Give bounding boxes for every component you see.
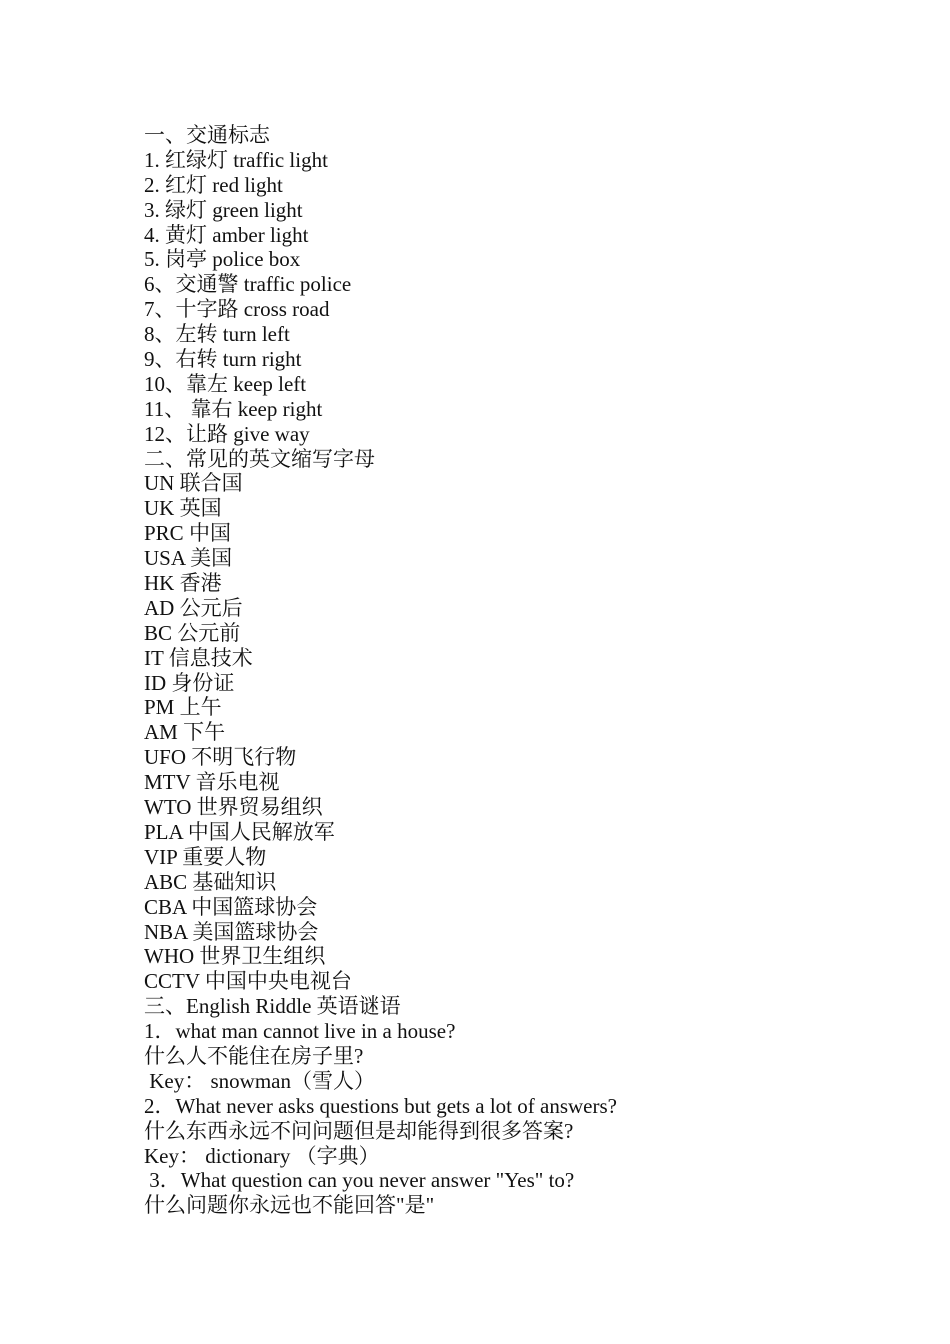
- list-item: 8、左转 turn left: [144, 322, 290, 347]
- list-item: WTO 世界贸易组织: [144, 795, 323, 820]
- list-item: 12、让路 give way: [144, 421, 310, 446]
- list-item: 4. 黄灯 amber light: [144, 222, 309, 247]
- list-item: 2. 红灯 red light: [144, 172, 283, 197]
- list-item: AM 下午: [144, 720, 226, 745]
- list-item: HK 香港: [144, 571, 222, 596]
- riddle-question-translation: 什么东西永远不问问题但是却能得到很多答案?: [144, 1118, 574, 1143]
- list-item: 10、靠左 keep left: [144, 371, 307, 396]
- list-item: 11、 靠右 keep right: [144, 396, 323, 421]
- section-heading-english-riddle: 三、English Riddle 英语谜语: [144, 994, 401, 1019]
- list-item: 6、交通警 traffic police: [144, 272, 352, 297]
- riddle-question: 2．What never asks questions but gets a lot of answers?: [144, 1093, 617, 1118]
- list-item: MTV 音乐电视: [144, 770, 280, 795]
- document-body: [144, 123, 844, 1218]
- list-item: UN 联合国: [144, 471, 243, 496]
- list-item: NBA 美国篮球协会: [144, 919, 319, 944]
- riddle-question: 1．what man cannot live in a house?: [144, 1019, 456, 1044]
- riddle-question: 3．What question can you never answer "Yes" to?: [144, 1168, 575, 1193]
- section-heading-traffic-signs: 一、交通标志: [144, 123, 270, 147]
- list-item: 3. 绿灯 green light: [144, 197, 303, 222]
- list-item: CCTV 中国中央电视台: [144, 969, 352, 994]
- list-item: PRC 中国: [144, 521, 231, 546]
- list-item: 7、十字路 cross road: [144, 297, 330, 322]
- list-item: PM 上午: [144, 695, 222, 720]
- list-item: BC 公元前: [144, 620, 241, 645]
- list-item: 9、右转 turn right: [144, 347, 302, 372]
- list-item: CBA 中国篮球协会: [144, 894, 318, 919]
- list-item: PLA 中国人民解放军: [144, 819, 335, 844]
- riddle-question-translation: 什么人不能住在房子里?: [144, 1043, 364, 1068]
- riddle-question-translation: 什么问题你永远也不能回答"是": [144, 1193, 435, 1218]
- list-item: WHO 世界卫生组织: [144, 944, 326, 969]
- list-item: VIP 重要人物: [144, 844, 267, 869]
- list-item: AD 公元后: [144, 595, 243, 620]
- list-item: IT 信息技术: [144, 645, 253, 670]
- list-item: UK 英国: [144, 496, 222, 521]
- riddle-key: Key： snowman（雪人）: [144, 1068, 375, 1093]
- list-item: ABC 基础知识: [144, 869, 277, 894]
- section-heading-abbreviations: 二、常见的英文缩写字母: [144, 446, 375, 471]
- list-item: ID 身份证: [144, 670, 235, 695]
- list-item: 5. 岗亭 police box: [144, 247, 301, 272]
- list-item: USA 美国: [144, 546, 233, 571]
- riddle-key: Key： dictionary （字典）: [144, 1143, 380, 1168]
- list-item: UFO 不明飞行物: [144, 745, 297, 770]
- list-item: 1. 红绿灯 traffic light: [144, 147, 328, 172]
